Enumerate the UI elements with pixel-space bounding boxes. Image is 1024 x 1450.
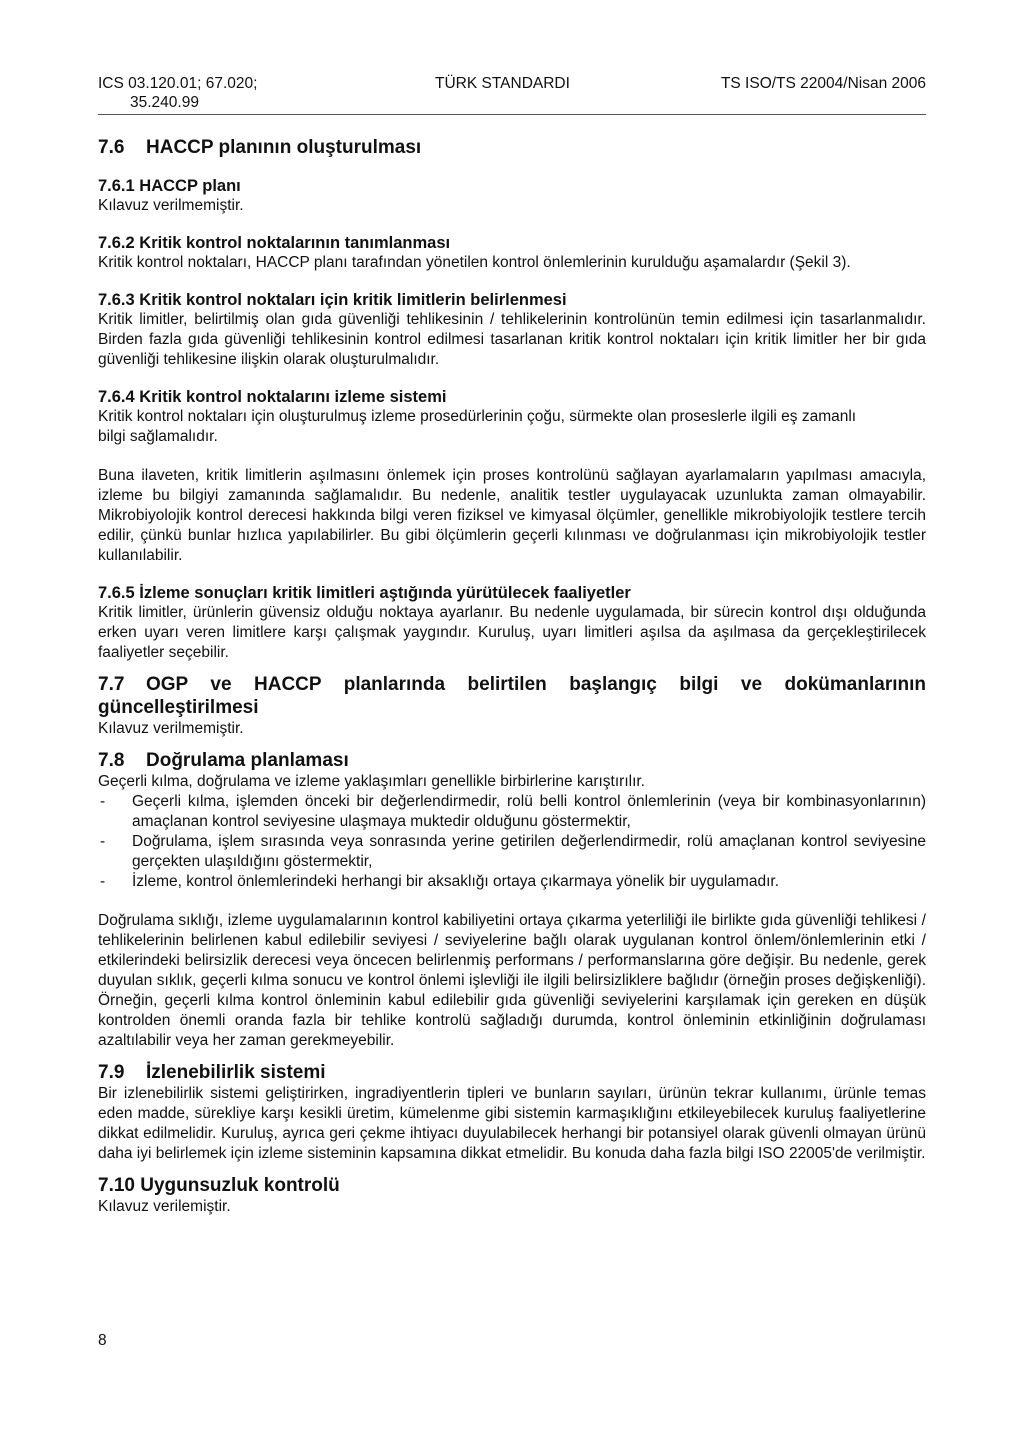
heading-7-9: 7.9 İzlenebilirlik sistemi bbox=[98, 1062, 326, 1083]
text-7-6-5: Kritik limitler, ürünlerin güvensiz olduğu noktaya ayarlanır. Bu nedenle uygulamada, bir sürecin kontrol dışı olduğunda erken uyarı veren limitlere karşı çalışmak yaygındır. Kuruluş, uyarı limitleri aşılsa da aşılmasa da gerçekleştirilecek faaliyetler seçebilir. bbox=[98, 604, 926, 661]
header-divider bbox=[98, 114, 926, 115]
page-header bbox=[98, 74, 926, 114]
list-item: - İzleme, kontrol önlemlerindeki herhangi bir aksaklığı ortaya çıkarmaya yönelik bir uygulamadır. bbox=[100, 873, 779, 890]
heading-7-6: 7.6 HACCP planının oluşturulması bbox=[98, 137, 422, 158]
heading-7-6-5: 7.6.5 İzleme sonuçları kritik limitleri aştığında yürütülecek faaliyetler bbox=[98, 584, 631, 602]
document-page bbox=[98, 74, 926, 1217]
ics-line-1: ICS 03.120.01; 67.020; bbox=[98, 75, 258, 92]
heading-7-6-4: 7.6.4 Kritik kontrol noktalarını izleme sistemi bbox=[98, 388, 447, 406]
document-body bbox=[98, 136, 926, 1217]
text-7-9: Bir izlenebilirlik sistemi geliştirirken, ingradiyentlerin tipleri ve bunların sayıları, ürünün tekrar kullanımı, ürünle temas eden madde, sürekliye karşı kesikli üretim, kümelenme gibi sistemin karmaşıklığını etkileyebilecek kuruluş faaliyetlerine dikkat edilmelidir. Kuruluş, ayrıca geri çekme ihtiyacı duyulabilecek herhangi bir potansiyel olarak güvenli olmayan ürünü daha iyi belirlemek için izleme sisteminin kapsamına dikkat etmelidir. Bu konuda daha fazla bilgi ISO 22005'de verilmiştir. bbox=[98, 1085, 926, 1162]
verification-list bbox=[98, 792, 926, 892]
header-center-title: TÜRK STANDARDI bbox=[435, 75, 570, 92]
text-7-8-body: Doğrulama sıklığı, izleme uygulamalarının kontrol kabiliyetini ortaya çıkarma yeterliliği ile birlikte gıda güvenliği tehlikesi / tehlikelerinin belirlenen kabul edilebilir seviyesi / seviyelerine bağlı olarak uygulanan kontrol önlem/önlemlerinin etki / etkilerindeki belirsizlik derecesi veya öncecen belirlenmiş performans / performanslarına göre değişir. Bu nedenle, gerek duyulan sıklık, geçerli kılma sonucu ve kontrol önlemi işlevliği ile ilgili belirsizliklere bağlıdır (örneğin proses değişkenliği). Örneğin, geçerli kılma kontrol önleminin kabul edilebilir gıda güvenliği seviyelerini karşılamak için gereken en düşük kontrolden önemli oranda fazla bir tehlike kontrolü sağladığı durumda, kontrol önleminin etkinliğinin doğrulaması azaltılabilir veya her zaman gerekmeyebilir. bbox=[98, 912, 926, 1049]
list-item: - Geçerli kılma, işlemden önceki bir değerlendirmedir, rolü belli kontrol önlemlerinin (veya bir kombinasyonlarının) amaçlanan kontrol seviyesine ulaşmaya muktedir olduğunu göstermektir, bbox=[100, 793, 926, 830]
text-7-8-intro: Geçerli kılma, doğrulama ve izleme yaklaşımları genellikle birbirlerine karıştırılır. bbox=[98, 773, 645, 790]
text-7-6-4-para-1: Kritik kontrol noktaları için oluşturulmuş izleme prosedürlerinin çoğu, sürmekte olan proseslerle ilgili eş zamanlı bilgi sağlamalıdır. bbox=[98, 408, 857, 445]
list-item: - Doğrulama, işlem sırasında veya sonrasında yerine getirilen değerlendirmedir, rolü amaçlanan kontrol seviyesine gerçekten ulaşıldığını göstermektir, bbox=[100, 833, 926, 870]
text-7-6-4-para-2: Buna ilaveten, kritik limitlerin aşılmasını önlemek için proses kontrolünü sağlayan ayarlamaların yapılması amacıyla, izleme bu bilgiyi zamanında sağlamalıdır. Bu nedenle, analitik testler uygulayacak uzunlukta zaman olmayabilir. Mikrobiyolojik kontrol derecesi hakkında bilgi veren fiziksel ve kimyasal ölçümler, genellikle mikrobiyolojik testlere tercih edilir, çünkü bunlar hızlıca yapılabilirler. Bu gibi ölçümlerin geçerli kılınması ve doğrulanması için mikrobiyolojik testler kullanılabilir. bbox=[98, 467, 926, 564]
heading-7-8: 7.8 Doğrulama planlaması bbox=[98, 750, 349, 771]
heading-7-6-3: 7.6.3 Kritik kontrol noktaları için kritik limitlerin belirlenmesi bbox=[98, 291, 567, 309]
heading-7-10: 7.10 Uygunsuzluk kontrolü bbox=[98, 1175, 340, 1196]
heading-7-7: 7.7 OGP ve HACCP planlarında belirtilen başlangıç bilgi ve dokümanlarının güncelleştirilmesi bbox=[98, 674, 926, 718]
text-7-6-2: Kritik kontrol noktaları, HACCP planı tarafından yönetilen kontrol önlemlerinin kurulduğu aşamalardır (Şekil 3). bbox=[98, 254, 851, 271]
text-7-10: Kılavuz verilemiştir. bbox=[98, 1198, 231, 1215]
text-7-6-1: Kılavuz verilmemiştir. bbox=[98, 197, 244, 214]
ics-codes bbox=[98, 74, 257, 112]
text-7-6-3: Kritik limitler, belirtilmiş olan gıda güvenliği tehlikesinin / tehlikelerinin kontrolünün temin edilmesi için tasarlanmalıdır. Birden fazla gıda güvenliği tehlikesinin kontrol edilmesi tasarlanan kritik kontrol noktaları için kritik limitler her bir gıda güvenliği tehlikesine ilişkin olarak oluşturulmalıdır. bbox=[98, 311, 926, 368]
ics-line-2: 35.240.99 bbox=[130, 94, 199, 111]
standard-number: TS ISO/TS 22004/Nisan 2006 bbox=[720, 75, 926, 92]
page-number: 8 bbox=[98, 1332, 107, 1349]
heading-7-6-2: 7.6.2 Kritik kontrol noktalarının tanımlanması bbox=[98, 234, 451, 252]
heading-7-6-1: 7.6.1 HACCP planı bbox=[98, 177, 241, 195]
text-7-7: Kılavuz verilmemiştir. bbox=[98, 720, 244, 737]
